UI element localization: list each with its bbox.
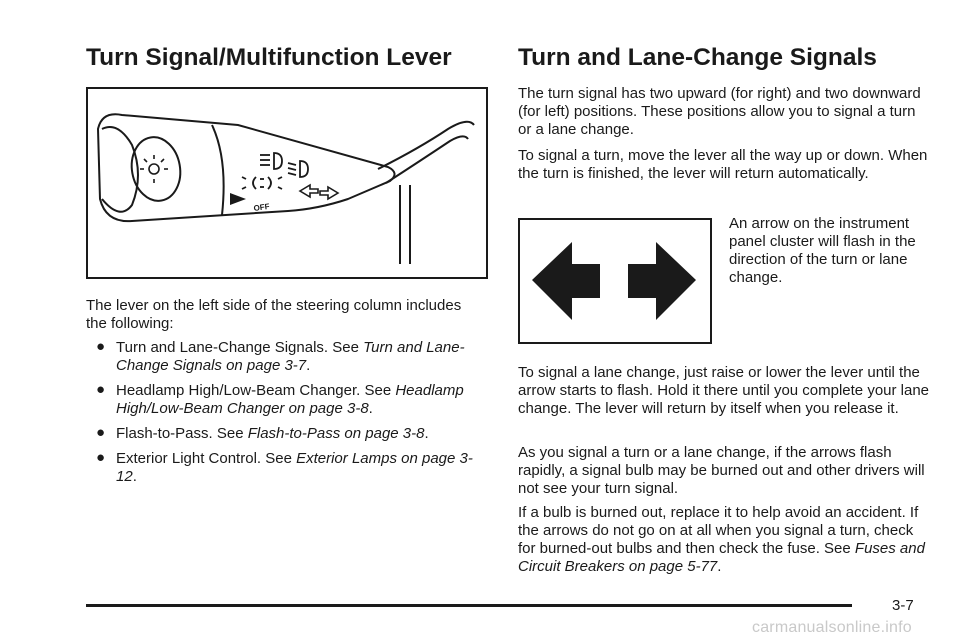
lane-change-text: To signal a lane change, just raise or lower the lever until the arrow starts to flash. Hold it there until you complete your lane change. The lever will return by itself when you release it. <box>518 364 930 417</box>
list-item: ● Exterior Light Control. See Exterior Lamps on page 3-12. <box>96 449 473 485</box>
turn-arrows-illustration <box>518 218 712 344</box>
turn-arrows-icon <box>300 185 338 199</box>
footer-rule <box>86 604 852 607</box>
section-heading-multifunction-lever: Turn Signal/Multifunction Lever <box>86 44 452 71</box>
page-number: 3-7 <box>892 597 914 614</box>
parking-lamp-icon <box>242 177 282 189</box>
high-beam-icon <box>260 153 282 169</box>
lever-drawing <box>88 89 486 277</box>
off-label: OFF <box>253 201 271 213</box>
lever-feature-list <box>86 339 486 493</box>
burned-out-bulb-text: If a bulb is burned out, replace it to help avoid an accident. If the arrows do not go on at all when you signal a turn, check for burned-out bulbs and then check the fuse. See Fuses and Circuit Breakers on page 5-77. <box>518 504 925 575</box>
lever-intro-text: The lever on the left side of the steering column includes the following: <box>86 297 462 332</box>
cross-reference-link[interactable]: Turn and Lane-Change Signals on page 3-7 <box>116 339 465 374</box>
list-item: ● Flash-to-Pass. See Flash-to-Pass on page 3-8. <box>96 424 429 442</box>
instrument-arrow-text: An arrow on the instrument panel cluster will flash in the direction of the turn or lane change. <box>729 215 916 286</box>
headlamp-icon <box>288 161 308 177</box>
list-item: ● Headlamp High/Low-Beam Changer. See Headlamp High/Low-Beam Changer on page 3-8. <box>96 381 464 417</box>
list-item: ● Turn and Lane-Change Signals. See Turn and Lane-Change Signals on page 3-7. <box>96 338 465 374</box>
fog-lamp-icon <box>140 155 168 183</box>
watermark: carmanualsonline.info <box>752 619 912 636</box>
cross-reference-link[interactable]: Fuses and Circuit Breakers on page 5-77 <box>518 540 925 575</box>
section-heading-turn-signals: Turn and Lane-Change Signals <box>518 44 877 71</box>
lever-illustration <box>86 87 488 279</box>
cross-reference-link[interactable]: Exterior Lamps on page 3-12 <box>116 450 473 485</box>
cross-reference-link[interactable]: Headlamp High/Low-Beam Changer on page 3-8 <box>116 382 464 417</box>
position-pointer-icon <box>230 193 246 205</box>
rapid-flash-text: As you signal a turn or a lane change, if the arrows flash rapidly, a signal bulb may be burned out and other drivers will not see your turn signal. <box>518 444 925 497</box>
cross-reference-link[interactable]: Flash-to-Pass on page 3-8 <box>247 425 425 442</box>
right-arrow-icon <box>628 242 696 320</box>
signal-turn-text: To signal a turn, move the lever all the way up or down. When the turn is finished, the lever will return automatically. <box>518 147 928 182</box>
left-arrow-icon <box>532 242 600 320</box>
turn-signal-positions-text: The turn signal has two upward (for right) and two downward (for left) positions. These positions allow you to signal a turn or a lane change. <box>518 85 921 138</box>
